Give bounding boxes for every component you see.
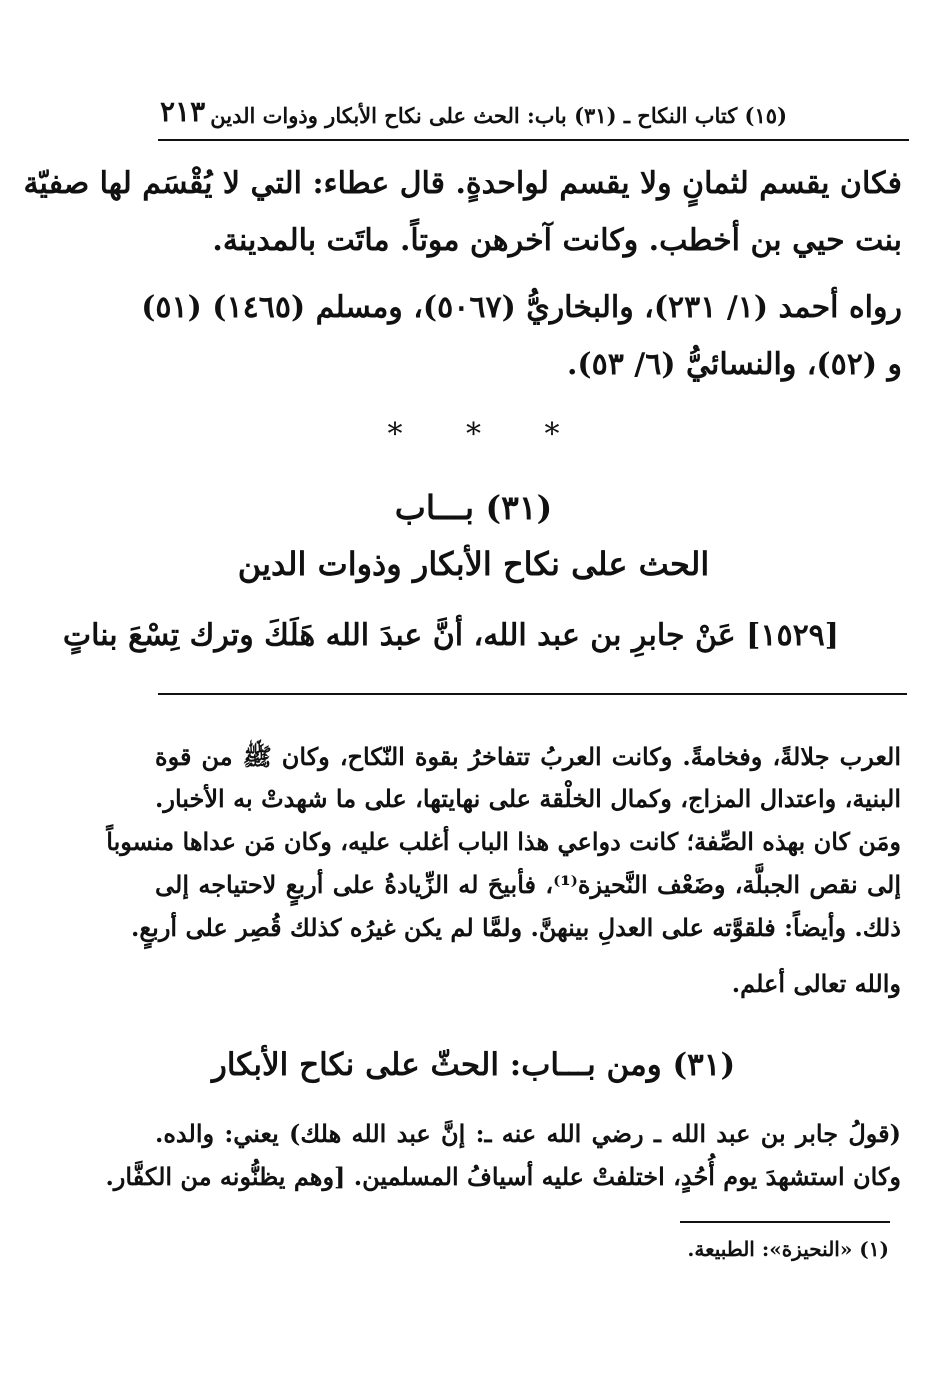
commentary-divider [158, 693, 907, 695]
commentary-line-2: البنية، واعتدال المزاج، وكمال الخلْقة على نهايتها، على ما شهدتْ به الأخبار. [155, 784, 901, 813]
commentary-line-3: ومَن كان بهذه الصِّفة؛ كانت دواعي هذا الباب أغلب عليه، وكان مَن عداها منسوباً [106, 827, 901, 856]
subchapter-line-1: (قولُ جابر بن عبد الله ـ رضي الله عنه ـ: إنَّ عبد الله هلك) يعني: والده. [155, 1119, 901, 1148]
commentary-line-5: ذلك. وأيضاً: فلقوَّته على العدلِ بينهنَّ. ولمَّا لم يكن غيرُه كذلك قُصِر على أربعٍ. [131, 913, 901, 942]
hadith-text: [١٥٢٩] عَنْ جابرِ بن عبد الله، أنَّ عبدَ الله هَلَكَ وترك تِسْعَ بناتٍ [62, 618, 839, 653]
main-text-line-1: فكان يقسم لثمانٍ ولا يقسم لواحدةٍ. قال عطاء: التي لا يُقْسَم لها صفيّة [23, 166, 902, 201]
subchapter-line-2: وكان استشهدَ يوم أُحُدٍ، اختلفتْ عليه أسيافُ المسلمين. [وهم يظنُّونه من الكفَّار. [105, 1162, 901, 1191]
footnote: (١) «النحيزة»: الطبيعة. [687, 1237, 889, 1261]
main-text-line-2: بنت حيي بن أخطب. وكانت آخرهن موتاً. ماتَت بالمدينة. [212, 223, 902, 258]
citation-line-2: و (٥٢)، والنسائيُّ (٦/ ٥٣). [566, 347, 902, 382]
commentary-line-4: إلى نقص الجبلَّة، وضَعْف النَّحيزة⁽¹⁾، فأبيحَ له الزِّيادةُ على أربعٍ لاحتياجه إلى [155, 870, 901, 899]
commentary-line-1: العرب جلالةً، وفخامةً. وكانت العربُ تتفاخرُ بقوة النّكاح، وكان ﷺ من قوة [155, 742, 901, 771]
section-separator: * * * [387, 417, 560, 452]
subchapter-title: (٣١) ومن بـــاب: الحثّ على نكاح الأبكار [211, 1047, 736, 1083]
running-header-title: (١٥) كتاب النكاح ـ (٣١) باب: الحث على نكاح الأبكار وذوات الدين [210, 103, 787, 128]
commentary-line-6: والله تعالى أعلم. [731, 969, 901, 998]
chapter-title: الحث على نكاح الأبكار وذوات الدين [237, 545, 710, 583]
header-divider [158, 139, 909, 141]
chapter-number: (٣١) بـــاب [394, 488, 553, 527]
footnote-divider [680, 1221, 890, 1223]
citation-line-1: رواه أحمد (١/ ٢٣١)، والبخاريُّ (٥٠٦٧)، ومسلم (١٤٦٥) (٥١) [141, 290, 902, 325]
page-number: ٢١٣ [160, 95, 206, 128]
